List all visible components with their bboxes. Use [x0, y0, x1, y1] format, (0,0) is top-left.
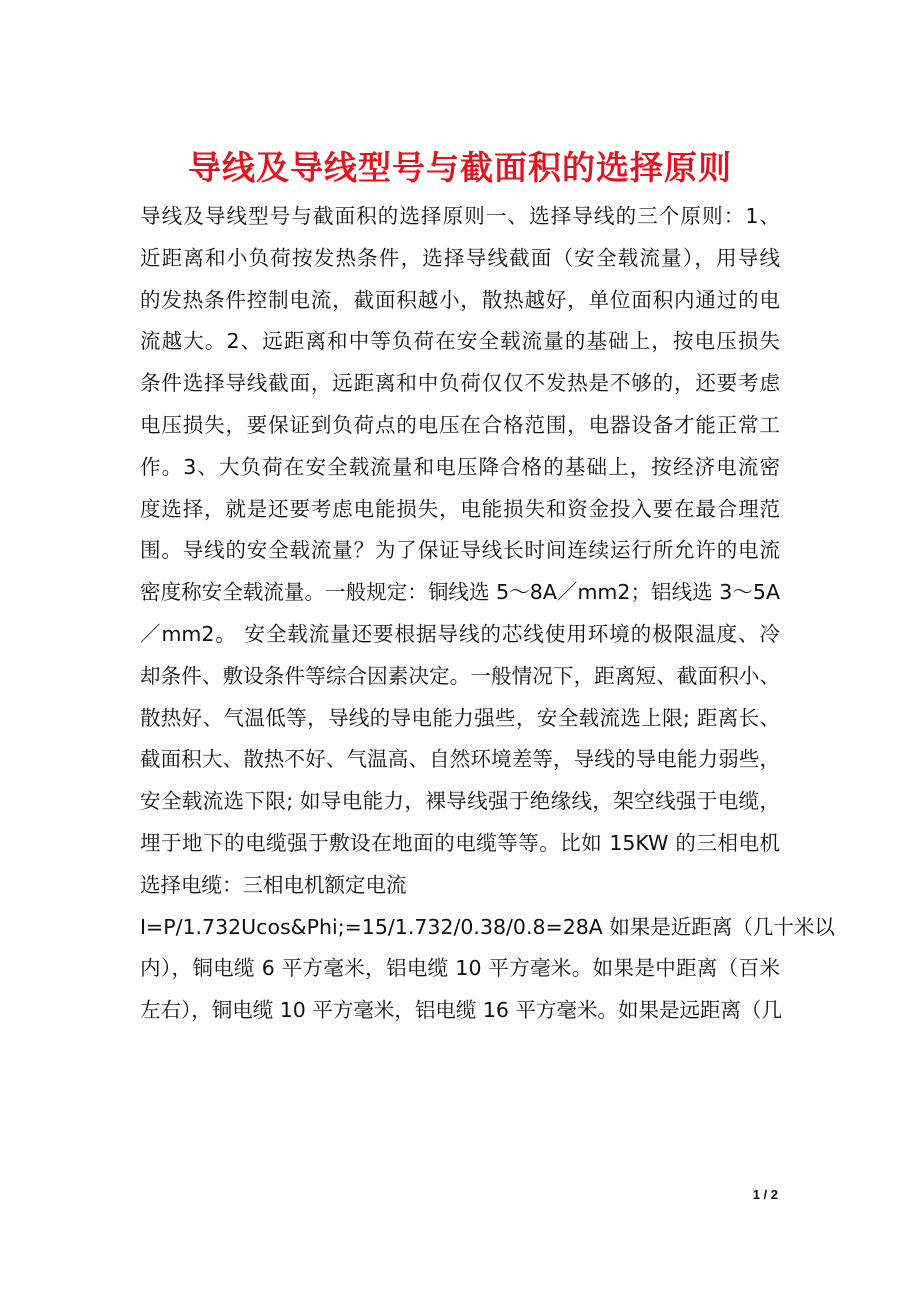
body-line: 近距离和小负荷按发热条件，选择导线截面（安全载流量），用导线 [140, 245, 780, 270]
document-body [140, 198, 835, 1034]
body-line: 内），铜电缆 6 平方毫米，铝电缆 10 平方毫米。如果是中距离（百米 [140, 956, 780, 981]
body-line: 电压损失，要保证到负荷点的电压在合格范围，电器设备才能正常工 [140, 412, 780, 437]
body-line: 条件选择导线截面，远距离和中负荷仅仅不发热是不够的，还要考虑 [140, 371, 780, 396]
body-line: 安全载流选下限; 如导电能力，裸导线强于绝缘线，架空线强于电缆， [140, 789, 780, 814]
body-line: I=P/1.732Ucos&Phi;=15/1.732/0.38/0.8=28A 如果是近距离（几十米以 [140, 914, 835, 939]
body-line: 围。导线的安全载流量？为了保证导线长时间连续运行所允许的电流 [140, 538, 780, 563]
body-line: 散热好、气温低等，导线的导电能力强些，安全载流选上限; 距离长、 [140, 705, 780, 730]
body-line: 却条件、敷设条件等综合因素决定。一般情况下，距离短、截面积小、 [140, 663, 780, 688]
body-line: ／mm2。 安全载流量还要根据导线的芯线使用环境的极限温度、冷 [140, 621, 780, 646]
body-line: 截面积大、散热不好、气温高、自然环境差等，导线的导电能力弱些， [140, 747, 780, 772]
document-title: 导线及导线型号与截面积的选择原则 [188, 148, 732, 187]
body-line: 流越大。2、远距离和中等负荷在安全载流量的基础上，按电压损失 [140, 329, 780, 354]
body-line: 的发热条件控制电流，截面积越小，散热越好，单位面积内通过的电 [140, 287, 780, 312]
body-line: 度选择，就是还要考虑电能损失，电能损失和资金投入要在最合理范 [140, 496, 780, 521]
body-line: 选择电缆：三相电机额定电流 [140, 872, 407, 897]
body-line: 埋于地下的电缆强于敷设在地面的电缆等等。比如 15KW 的三相电机 [140, 830, 780, 855]
body-line: 左右），铜电缆 10 平方毫米，铝电缆 16 平方毫米。如果是远距离（几 [140, 998, 782, 1023]
body-line: 密度称安全载流量。一般规定：铜线选 5～8A／mm2；铝线选 3～5A [140, 580, 780, 605]
body-line: 导线及导线型号与截面积的选择原则一、选择导线的三个原则：1、 [140, 204, 780, 228]
page-number: 1 / 2 [752, 1187, 778, 1202]
body-line: 作。3、大负荷在安全载流量和电压降合格的基础上，按经济电流密 [140, 454, 780, 479]
